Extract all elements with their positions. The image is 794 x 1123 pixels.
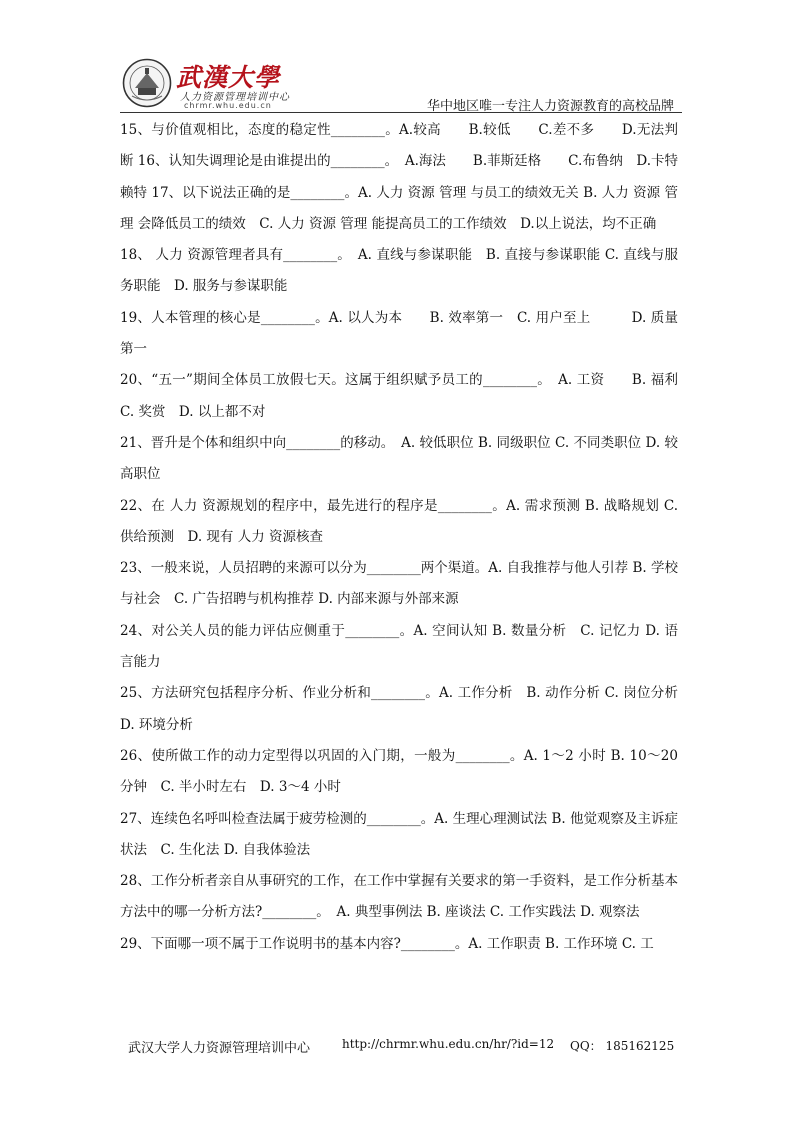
question-paragraph: 27、连续色名呼叫检查法属于疲劳检测的________。A. 生理心理测试法 B. 他觉观察及主诉症状法 C. 生化法 D. 自我体验法 [120,810,678,858]
question-paragraph: 15、与价值观相比，态度的稳定性________。A.较高 B.较低 C.差不多 D.无法判断 16、认知失调理论是由谁提出的________。 A.海法 B.菲斯廷格 C.布鲁纳 D.卡特赖特 17、以下说法正确的是________。A. 人力 资源 管理 与员工的绩效无关 B. 人力 资源 管理 会降低员工的绩效 C. 人力 资源 管理 能提高员工的工作绩效 D.以上说法，均不正确 [120,122,678,232]
footer-link[interactable]: http://chrmr.whu.edu.cn/hr/?id=12 [342,1037,555,1051]
logo-url: chrmr.whu.edu.cn [184,101,272,110]
question-paragraph: 19、人本管理的核心是________。A. 以人为本 B. 效率第一 C. 用户至上 D. 质量第一 [120,309,678,358]
question-paragraph: 22、在 人力 资源规划的程序中，最先进行的程序是________。A. 需求预测 B. 战略规划 C. 供给预测 D. 现有 人力 资源核查 [120,497,678,545]
question-paragraph: 20、“五一”期间全体员工放假七天。这属于组织赋予员工的________。 A. 工资 B. 福利 C. 奖赏 D. 以上都不对 [120,372,705,420]
question-paragraph: 23、一般来说，人员招聘的来源可以分为________两个渠道。A. 自我推荐与他人引荐 B. 学校与社会 C. 广告招聘与机构推荐 D. 内部来源与外部来源 [120,560,678,608]
question-paragraph: 24、对公关人员的能力评估应侧重于________。A. 空间认知 B. 数量分析 C. 记忆力 D. 语言能力 [120,622,678,671]
footer-organization: 武汉大学人力资源管理培训中心 [128,1041,311,1056]
footer-qq: QQ： 185162125 [570,1039,675,1053]
question-list [120,115,705,960]
logo-subtitle: 人力资源管理培训中心 [180,92,290,103]
question-paragraph: 29、下面哪一项不属于工作说明书的基本内容?________。A. 工作职责 B. 工作环境 C. 工 [120,935,654,952]
page-footer [120,1037,680,1061]
question-paragraph: 25、方法研究包括程序分析、作业分析和________。A. 工作分析 B. 动作分析 C. 岗位分析 D. 环境分析 [120,685,678,733]
question-paragraph: 21、晋升是个体和组织中向________的移动。 A. 较低职位 B. 同级职位 C. 不同类职位 D. 较高职位 [120,434,678,483]
logo-title: 武漢大學 [176,63,281,92]
page-header [120,52,682,114]
header-slogan: 华中地区唯一专注人力资源教育的高校品牌 [426,99,674,114]
question-paragraph: 28、工作分析者亲自从事研究的工作，在工作中掌握有关要求的第一手资料，是工作分析基本方法中的哪一分析方法?________。 A. 典型事例法 B. 座谈法 C. 工作实践法 D. 观察法 [120,873,678,921]
header-divider [120,112,682,113]
question-paragraph: 26、使所做工作的动力定型得以巩固的入门期，一般为________。A. 1～2 小时 B. 10～20 分钟 C. 半小时左右 D. 3～4 小时 [120,747,678,796]
university-seal-icon [122,58,172,108]
question-paragraph: 18、 人力 资源管理者具有________。 A. 直线与参谋职能 B. 直接与参谋职能 C. 直线与服务职能 D. 服务与参谋职能 [120,247,678,295]
